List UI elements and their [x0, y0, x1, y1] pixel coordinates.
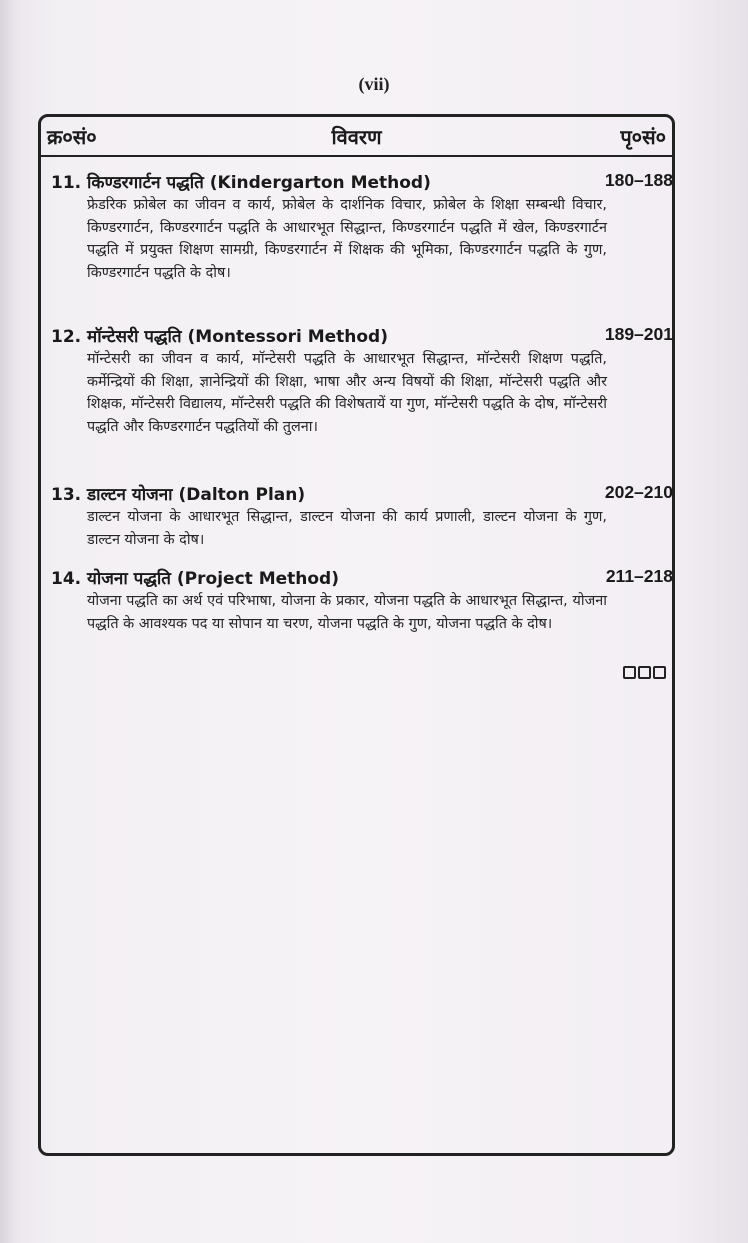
chapter-page-range: 202–210 [604, 482, 673, 502]
serial-column-header: क्र०सं० [47, 125, 97, 149]
chapter-page-range: 189–201 [604, 324, 673, 344]
chapter-title: 11. किण्डरगार्टन पद्धति (Kindergarton Method) [51, 173, 431, 193]
chapter-topics: योजना पद्धति का अर्थ एवं परिभाषा, योजना के प्रकार, योजना पद्धति के आधारभूत सिद्धान्त, योजना पद्धति के आवश्यक पद या सोपान या चरण, योजना पद्धति के गुण, योजना पद्धति के दोष। [87, 593, 607, 632]
section-end-mark [623, 666, 666, 679]
chapter-topics: फ्रेडरिक फ्रोबेल का जीवन व कार्य, फ्रोबेल के दार्शनिक विचार, फ्रोबेल के शिक्षा सम्बन्धी विचार, किण्डरगार्टन, किण्डरगार्टन पद्धति के आधारभूत सिद्धान्त, किण्डरगार्टन पद्धति में खेल, किण्डरगार्टन पद्धति में प्रयुक्त शिक्षण सामग्री, किण्डरगार्टन में शिक्षक की भूमिका, किण्डरगार्टन पद्धति के गुण, किण्डरगार्टन पद्धति के दोष। [87, 197, 607, 281]
chapter-title: 12. मॉन्टेसरी पद्धति (Montessori Method) [51, 327, 388, 347]
chapter-title: 14. योजना पद्धति (Project Method) [51, 569, 339, 589]
toc-header-row [41, 117, 672, 157]
end-box-icon [638, 666, 651, 679]
chapter-page-range: 211–218 [605, 566, 673, 586]
page-number: (vii) [358, 74, 390, 94]
description-column-header: विवरण [331, 125, 382, 149]
chapter-topics: मॉन्टेसरी का जीवन व कार्य, मॉन्टेसरी पद्धति के आधारभूत सिद्धान्त, मॉन्टेसरी शिक्षण पद्धति, कर्मेन्द्रियों की शिक्षा, ज्ञानेन्द्रियों की शिक्षा, भाषा और अन्य विषयों की शिक्षा, मॉन्टेसरी पद्धति और शिक्षक, मॉन्टेसरी विद्यालय, मॉन्टेसरी पद्धति की विशेषतायें या गुण, मॉन्टेसरी पद्धति के दोष, मॉन्टेसरी पद्धति और किण्डरगार्टन पद्धतियों की तुलना। [87, 351, 607, 435]
chapter-topics: डाल्टन योजना के आधारभूत सिद्धान्त, डाल्टन योजना की कार्य प्रणाली, डाल्टन योजना के गुण, डाल्टन योजना के दोष। [87, 509, 607, 548]
end-box-icon [623, 666, 636, 679]
end-box-icon [653, 666, 666, 679]
page-column-header: पृ०सं० [620, 125, 666, 149]
chapter-title: 13. डाल्टन योजना (Dalton Plan) [51, 485, 306, 505]
chapter-page-range: 180–188 [604, 170, 673, 190]
table-of-contents [38, 114, 675, 1156]
